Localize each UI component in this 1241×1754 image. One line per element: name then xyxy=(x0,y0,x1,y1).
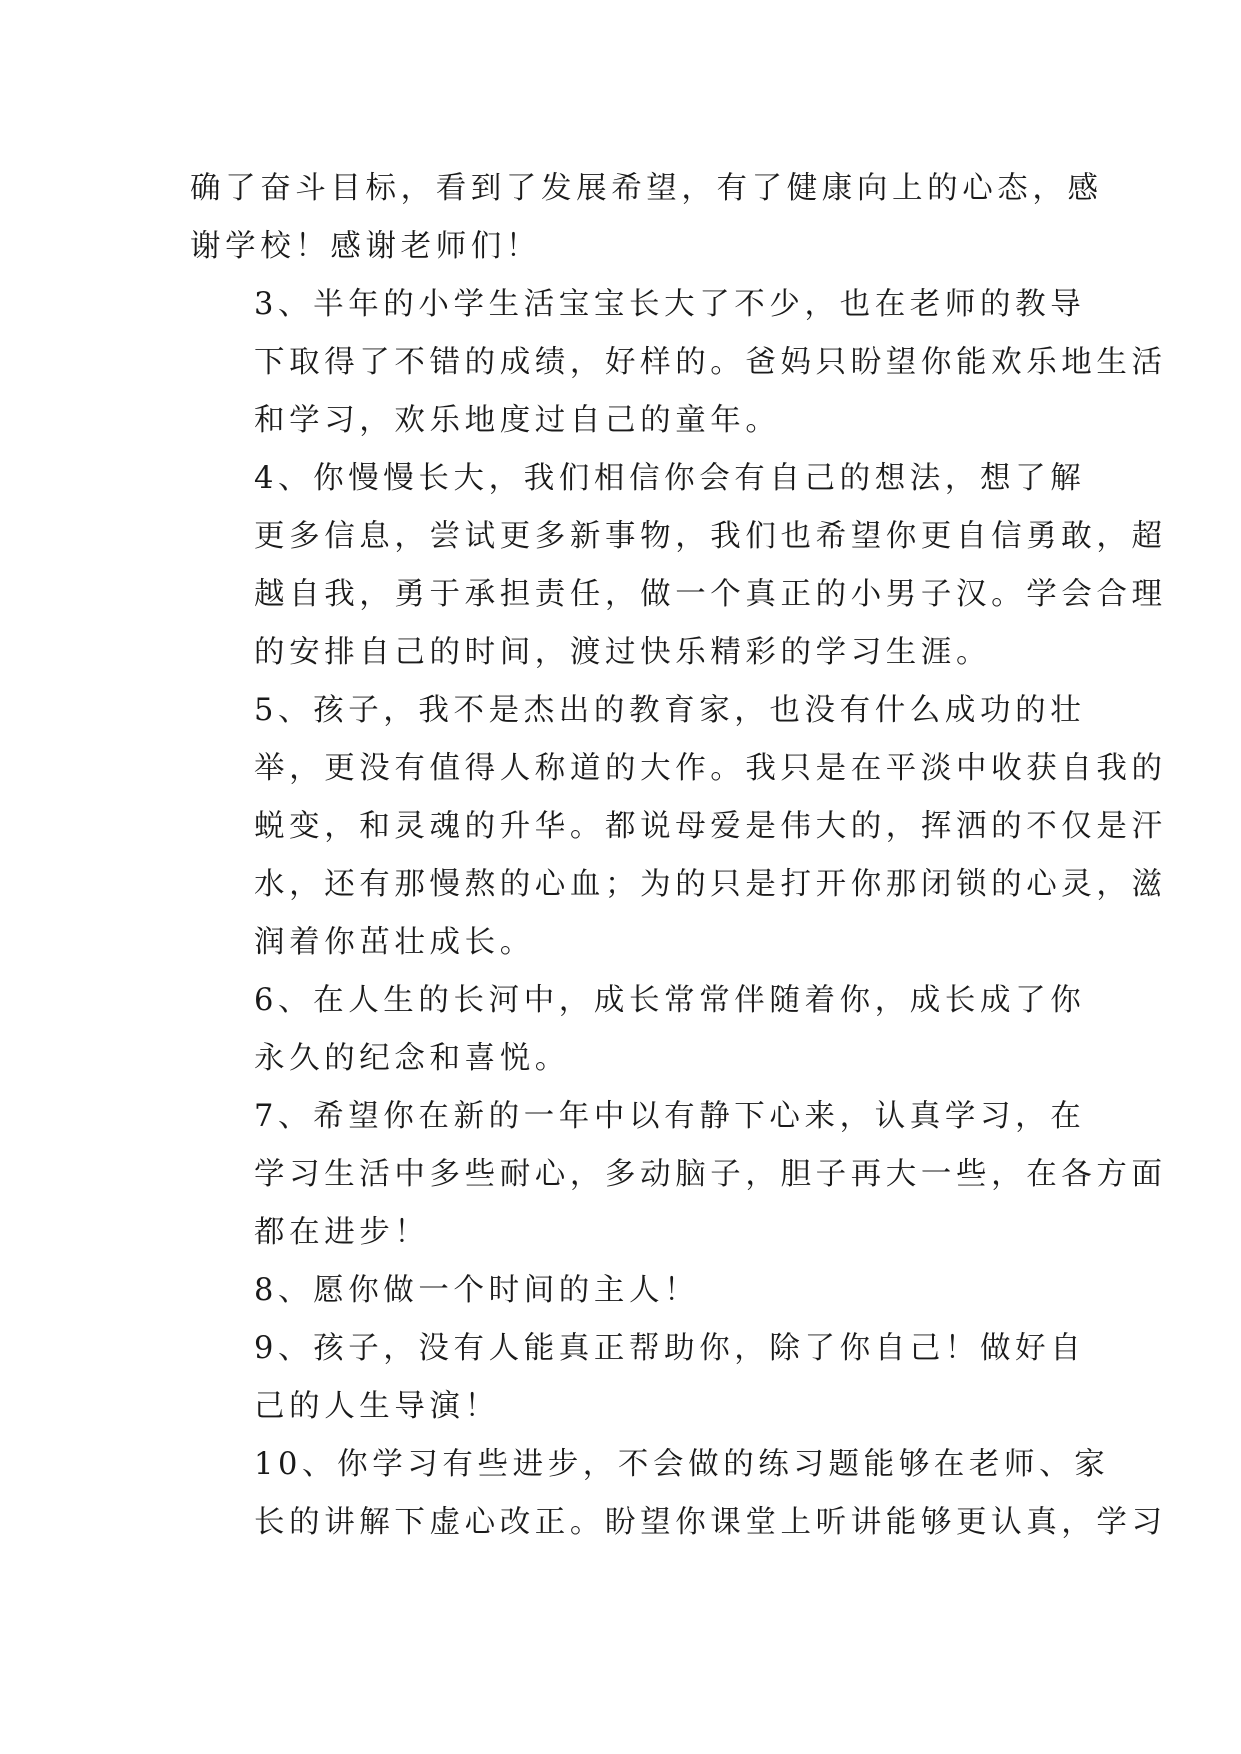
paragraph xyxy=(190,276,1167,450)
paragraph xyxy=(190,1436,1167,1552)
text-line: 举，更没有值得人称道的大作。我只是在平淡中收获自我的 xyxy=(254,751,1167,786)
text-line: 7、希望你在新的一年中以有静下心来，认真学习，在 xyxy=(254,1099,1086,1134)
text-line: 蜕变，和灵魂的升华。都说母爱是伟大的，挥洒的不仅是汗 xyxy=(254,809,1167,844)
text-line: 的安排自己的时间，渡过快乐精彩的学习生涯。 xyxy=(254,635,992,670)
text-line: 和学习，欢乐地度过自己的童年。 xyxy=(254,403,781,438)
paragraph xyxy=(190,972,1086,1088)
paragraph xyxy=(190,682,1167,972)
text-line: 8、愿你做一个时间的主人！ xyxy=(254,1273,700,1308)
text-line: 谢学校！感谢老师们！ xyxy=(190,229,541,264)
document-body xyxy=(190,160,1167,1552)
text-line: 5、孩子，我不是杰出的教育家，也没有什么成功的壮 xyxy=(254,693,1086,728)
paragraph xyxy=(190,160,1103,276)
text-line: 越自我，勇于承担责任，做一个真正的小男子汉。学会合理 xyxy=(254,577,1167,612)
text-line: 9、孩子，没有人能真正帮助你，除了你自己！做好自 xyxy=(254,1331,1086,1366)
text-line: 更多信息，尝试更多新事物，我们也希望你更自信勇敢，超 xyxy=(254,519,1167,554)
text-line: 水，还有那慢熬的心血；为的只是打开你那闭锁的心灵，滋 xyxy=(254,867,1167,902)
text-line: 6、在人生的长河中，成长常常伴随着你，成长成了你 xyxy=(254,983,1086,1018)
text-line: 4、你慢慢长大，我们相信你会有自己的想法，想了解 xyxy=(254,461,1086,496)
text-line: 润着你茁壮成长。 xyxy=(254,925,535,960)
text-line: 都在进步！ xyxy=(254,1215,430,1250)
text-line: 长的讲解下虚心改正。盼望你课堂上听讲能够更认真，学习 xyxy=(254,1505,1167,1540)
text-line: 3、半年的小学生活宝宝长大了不少，也在老师的教导 xyxy=(254,287,1086,322)
text-line: 10、你学习有些进步，不会做的练习题能够在老师、家 xyxy=(254,1447,1110,1482)
text-line: 永久的纪念和喜悦。 xyxy=(254,1041,570,1076)
text-line: 确了奋斗目标，看到了发展希望，有了健康向上的心态，感 xyxy=(190,171,1103,206)
paragraph xyxy=(190,1320,1086,1436)
text-line: 学习生活中多些耐心，多动脑子，胆子再大一些，在各方面 xyxy=(254,1157,1167,1192)
paragraph xyxy=(190,1262,1050,1320)
text-line: 己的人生导演！ xyxy=(254,1389,500,1424)
text-line: 下取得了不错的成绩，好样的。爸妈只盼望你能欢乐地生活 xyxy=(254,345,1167,380)
paragraph xyxy=(190,1088,1167,1262)
paragraph xyxy=(190,450,1167,682)
